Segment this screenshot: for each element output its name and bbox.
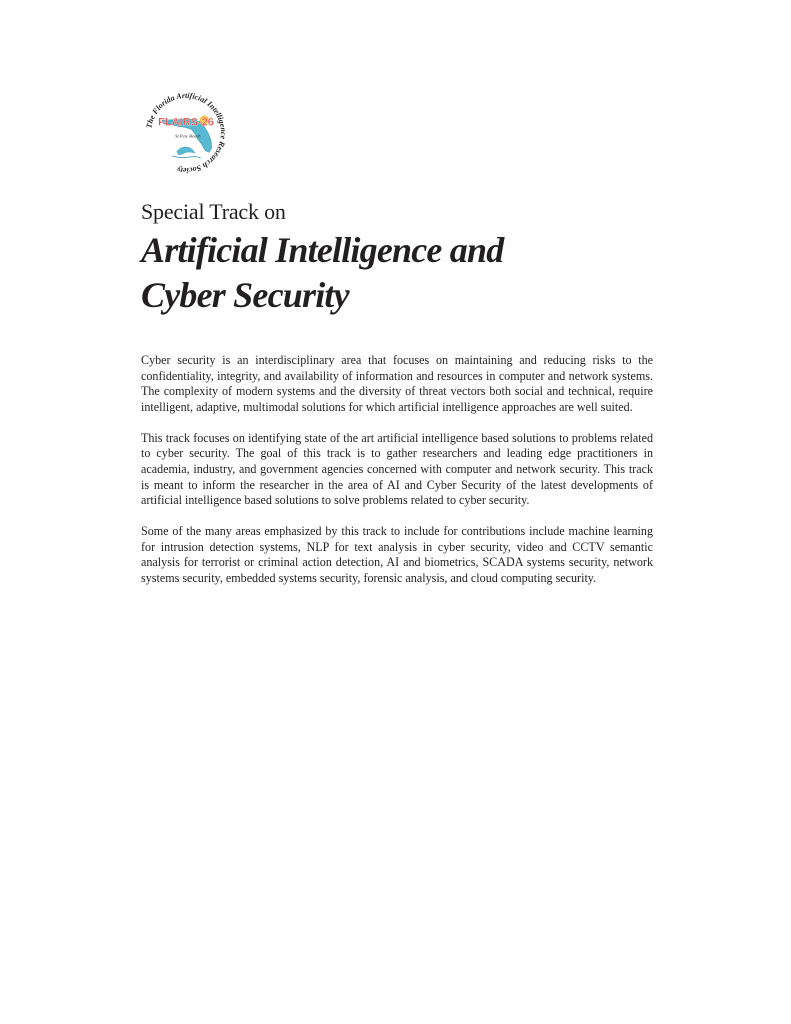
- title-line-1: Artificial Intelligence and: [141, 230, 504, 270]
- dolphin-icon: [177, 147, 195, 155]
- flairs-26-logo: [140, 87, 232, 179]
- body-text: [141, 353, 653, 602]
- pretitle: Special Track on: [141, 199, 286, 224]
- logo-arc-text: The Florida Artificial Intelligence Research Society: [144, 91, 228, 175]
- paragraph-1: Cyber security is an interdisciplinary area that focuses on maintaining and reducing risks to the confidentiality, integrity, and availability of information and resources in computer and network systems. The complexity of modern systems and the diversity of threat vectors both social and technical, require intelligent, adaptive, multimodal solutions for which artificial intelligence approaches are well suited.: [141, 353, 653, 414]
- paragraph-2: This track focuses on identifying state of the art artificial intelligence based solutions to problems related to cyber security. The goal of this track is to gather researchers and leading edge practitioners in academia, industry, and government agencies concerned with computer and network security. This track is meant to inform the researcher in the area of AI and Cyber Security of the latest developments of artificial intelligence based solutions to solve problems related to cyber security.: [141, 430, 653, 508]
- wave-line: [172, 156, 201, 158]
- title-line-2: Cyber Security: [141, 275, 349, 315]
- paragraph-3: Some of the many areas emphasized by this track to include for contributions include machine learning for intrusion detection systems, NLP for text analysis in cyber security, video and CCTV semantic analysis for terrorist or criminal action detection, AI and biometrics, SCADA systems security, network systems security, embedded systems security, forensic analysis, and cloud computing security.: [141, 524, 653, 585]
- logo-badge-text: FLAIRS-26: [158, 116, 214, 129]
- logo-location-text: St Pete Beach: [175, 133, 201, 139]
- page-title: [141, 228, 641, 318]
